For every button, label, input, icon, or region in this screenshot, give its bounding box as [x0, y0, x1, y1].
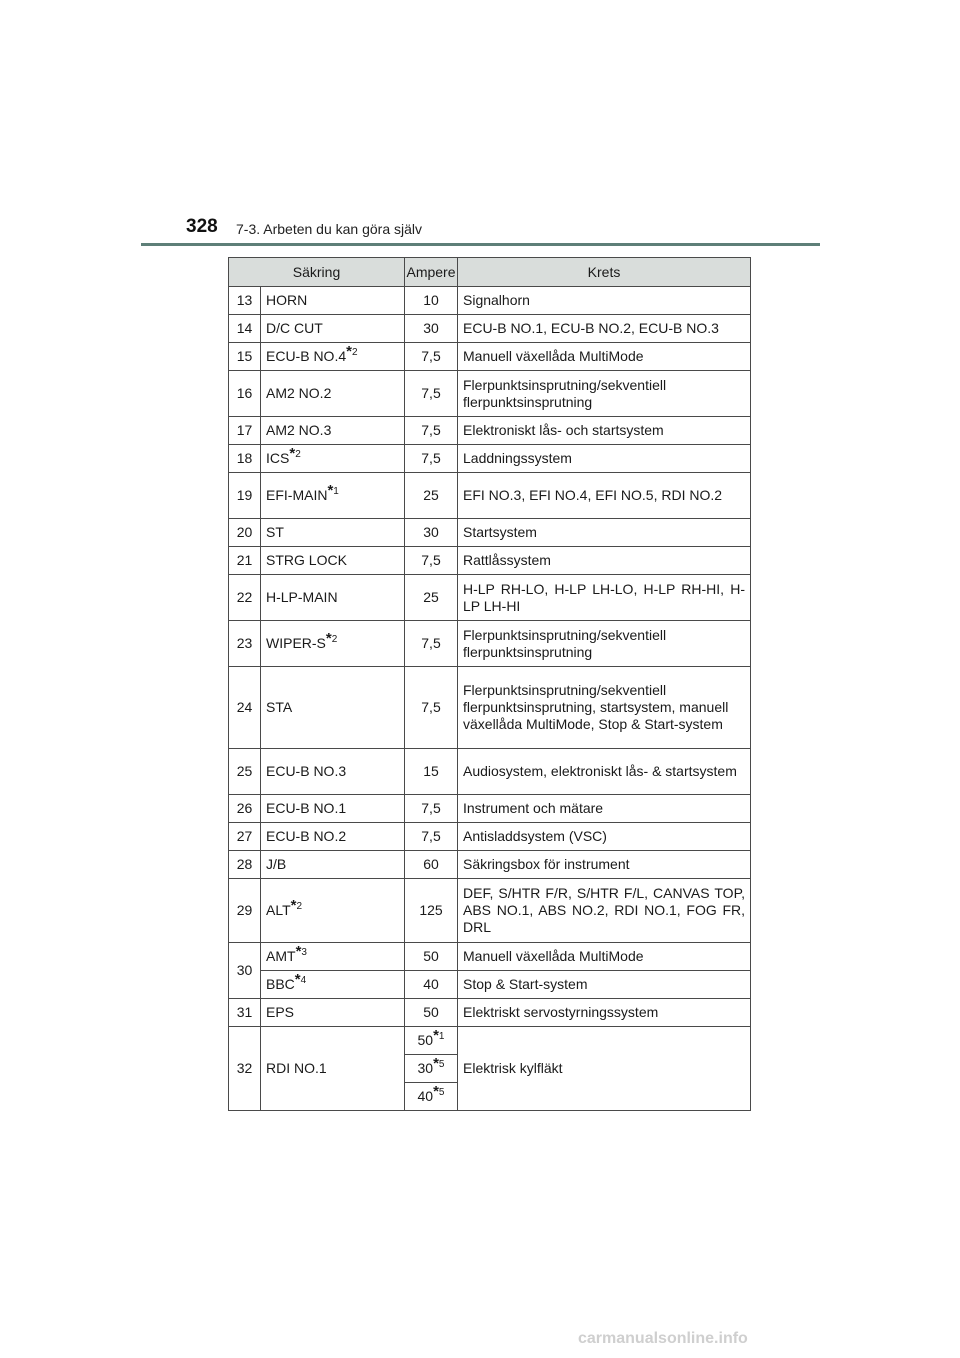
fuse-circuit: Elektriskt servostyrningssystem: [458, 999, 751, 1027]
fuse-number: 17: [229, 417, 261, 445]
table-row: [229, 971, 751, 999]
footnote-marker: *2: [290, 897, 303, 914]
table-row: [229, 1027, 751, 1055]
fuse-ampere: 30: [405, 315, 458, 343]
fuse-name: WIPER-$S^{*2}$: [261, 621, 405, 667]
table-row: [229, 445, 751, 473]
table-row: [229, 943, 751, 971]
fuse-name: EPS: [261, 999, 405, 1027]
fuse-name: ICS$^{*2}$: [261, 445, 405, 473]
fuse-circuit: EFI NO.3, EFI NO.4, EFI NO.5, RDI NO.2: [458, 473, 751, 519]
fuse-circuit: Manuell växellåda MultiMode: [458, 943, 751, 971]
footnote-marker: *1: [327, 482, 339, 499]
footnote-marker: *1: [433, 1027, 445, 1044]
fuse-circuit: Signalhorn: [458, 287, 751, 315]
fuse-ampere: 30: [405, 519, 458, 547]
table-row: [229, 879, 751, 943]
fuse-ampere: 25: [405, 473, 458, 519]
fuse-ampere: 7,5: [405, 445, 458, 473]
fuse-circuit: Elektrisk kylfläkt: [458, 1027, 751, 1111]
fuse-number: 24: [229, 667, 261, 749]
fuse-ampere: 7,5: [405, 795, 458, 823]
column-header-fuse: Säkring: [229, 258, 405, 287]
fuse-circuit: Säkringsbox för instrument: [458, 851, 751, 879]
fuse-ampere: 7,5: [405, 371, 458, 417]
fuse-circuit: H-LP RH-LO, H-LP LH-LO, H-LP RH-HI, H-LP LH-HI: [458, 575, 751, 621]
fuse-name: J/B: [261, 851, 405, 879]
fuse-number: 15: [229, 343, 261, 371]
fuse-number: 20: [229, 519, 261, 547]
fuse-number: 32: [229, 1027, 261, 1111]
fuse-name: RDI NO.1: [261, 1027, 405, 1111]
fuse-name: EFI-MAIN$^{*1}$: [261, 473, 405, 519]
fuse-number: 25: [229, 749, 261, 795]
fuse-name: AM2 NO.2: [261, 371, 405, 417]
fuse-ampere: 40$^{*5}$: [405, 1083, 458, 1111]
fuse-number: 28: [229, 851, 261, 879]
fuse-table: [228, 257, 751, 1111]
fuse-name: H-LP-MAIN: [261, 575, 405, 621]
table-row: [229, 417, 751, 445]
fuse-circuit: Manuell växellåda MultiMode: [458, 343, 751, 371]
fuse-circuit: ECU-B NO.1, ECU-B NO.2, ECU-B NO.3: [458, 315, 751, 343]
fuse-circuit: DEF, S/HTR F/R, S/HTR F/L, CANVAS TOP, ABS NO.1, ABS NO.2, RDI NO.1, FOG FR, DRL: [458, 879, 751, 943]
fuse-name: ST: [261, 519, 405, 547]
fuse-number: 22: [229, 575, 261, 621]
watermark: carmanualsonline.info: [578, 1330, 748, 1347]
table-row: [229, 667, 751, 749]
fuse-ampere: 7,5: [405, 621, 458, 667]
table-row: [229, 999, 751, 1027]
table-row: [229, 823, 751, 851]
fuse-circuit: Antisladdsystem (VSC): [458, 823, 751, 851]
fuse-ampere: 50: [405, 999, 458, 1027]
table-row: [229, 749, 751, 795]
footnote-marker: *5: [433, 1055, 445, 1072]
header-rule: [141, 243, 820, 246]
fuse-circuit: Laddningssystem: [458, 445, 751, 473]
fuse-number: 30: [229, 943, 261, 999]
fuse-name: HORN: [261, 287, 405, 315]
fuse-number: 27: [229, 823, 261, 851]
fuse-circuit: Stop & Start-system: [458, 971, 751, 999]
fuse-circuit: Startsystem: [458, 519, 751, 547]
section-title: 7-3. Arbeten du kan göra själv: [236, 221, 423, 237]
column-header-circuit: Krets: [458, 258, 751, 287]
table-row: [229, 547, 751, 575]
fuse-name: AM2 NO.3: [261, 417, 405, 445]
fuse-circuit: Instrument och mätare: [458, 795, 751, 823]
fuse-number: 21: [229, 547, 261, 575]
fuse-number: 23: [229, 621, 261, 667]
fuse-circuit: Elektroniskt lås- och startsystem: [458, 417, 751, 445]
table-row: [229, 287, 751, 315]
fuse-ampere: 25: [405, 575, 458, 621]
fuse-circuit: Rattlåssystem: [458, 547, 751, 575]
fuse-ampere: 7,5: [405, 667, 458, 749]
footnote-marker: *2: [325, 630, 338, 647]
fuse-number: 31: [229, 999, 261, 1027]
fuse-number: 26: [229, 795, 261, 823]
fuse-circuit: Flerpunktsinsprutning/sekventiell flerpunktsinsprutning, startsystem, manuell växellåda MultiMode, Stop & Start-system: [458, 667, 751, 749]
table-row: [229, 473, 751, 519]
footnote-marker: *5: [433, 1083, 445, 1100]
fuse-ampere: 30$^{*5}$: [405, 1055, 458, 1083]
fuse-ampere: 60: [405, 851, 458, 879]
fuse-name: STRG LOCK: [261, 547, 405, 575]
footnote-marker: *3: [295, 943, 307, 960]
fuse-name: ECU-B NO.4$^{*2}$: [261, 343, 405, 371]
footnote-marker: *4: [294, 971, 307, 988]
fuse-name: ALT$^{*2}$: [261, 879, 405, 943]
fuse-ampere: 50: [405, 943, 458, 971]
fuse-circuit: Flerpunktsinsprutning/sekventiell flerpunktsinsprutning: [458, 621, 751, 667]
fuse-name: STA: [261, 667, 405, 749]
fuse-ampere: 10: [405, 287, 458, 315]
fuse-ampere: 50$^{*1}$: [405, 1027, 458, 1055]
page-number: 328: [186, 216, 218, 237]
fuse-number: 14: [229, 315, 261, 343]
table-row: [229, 851, 751, 879]
fuse-number: 29: [229, 879, 261, 943]
table-row: [229, 315, 751, 343]
fuse-ampere: 7,5: [405, 417, 458, 445]
fuse-ampere: 40: [405, 971, 458, 999]
table-row: [229, 795, 751, 823]
fuse-circuit: Audiosystem, elektroniskt lås- & startsystem: [458, 749, 751, 795]
fuse-ampere: 7,5: [405, 343, 458, 371]
table-row: [229, 621, 751, 667]
fuse-number: 16: [229, 371, 261, 417]
table-row: [229, 343, 751, 371]
fuse-number: 18: [229, 445, 261, 473]
fuse-circuit: Flerpunktsinsprutning/sekventiell flerpunktsinsprutning: [458, 371, 751, 417]
table-header-row: [229, 258, 751, 287]
table-row: [229, 575, 751, 621]
fuse-ampere: 15: [405, 749, 458, 795]
table-row: [229, 371, 751, 417]
fuse-name: BBC$^{*4}$: [261, 971, 405, 999]
fuse-name: D/C CUT: [261, 315, 405, 343]
fuse-number: 19: [229, 473, 261, 519]
fuse-name: ECU-B NO.2: [261, 823, 405, 851]
fuse-ampere: 7,5: [405, 823, 458, 851]
fuse-number: 13: [229, 287, 261, 315]
column-header-ampere: Ampere: [405, 258, 458, 287]
fuse-name: ECU-B NO.1: [261, 795, 405, 823]
footnote-marker: *2: [289, 445, 301, 462]
footnote-marker: *2: [346, 343, 358, 360]
table-row: [229, 519, 751, 547]
fuse-ampere: 7,5: [405, 547, 458, 575]
fuse-name: ECU-B NO.3: [261, 749, 405, 795]
fuse-name: AMT$^{*3}$: [261, 943, 405, 971]
fuse-ampere: 125: [405, 879, 458, 943]
